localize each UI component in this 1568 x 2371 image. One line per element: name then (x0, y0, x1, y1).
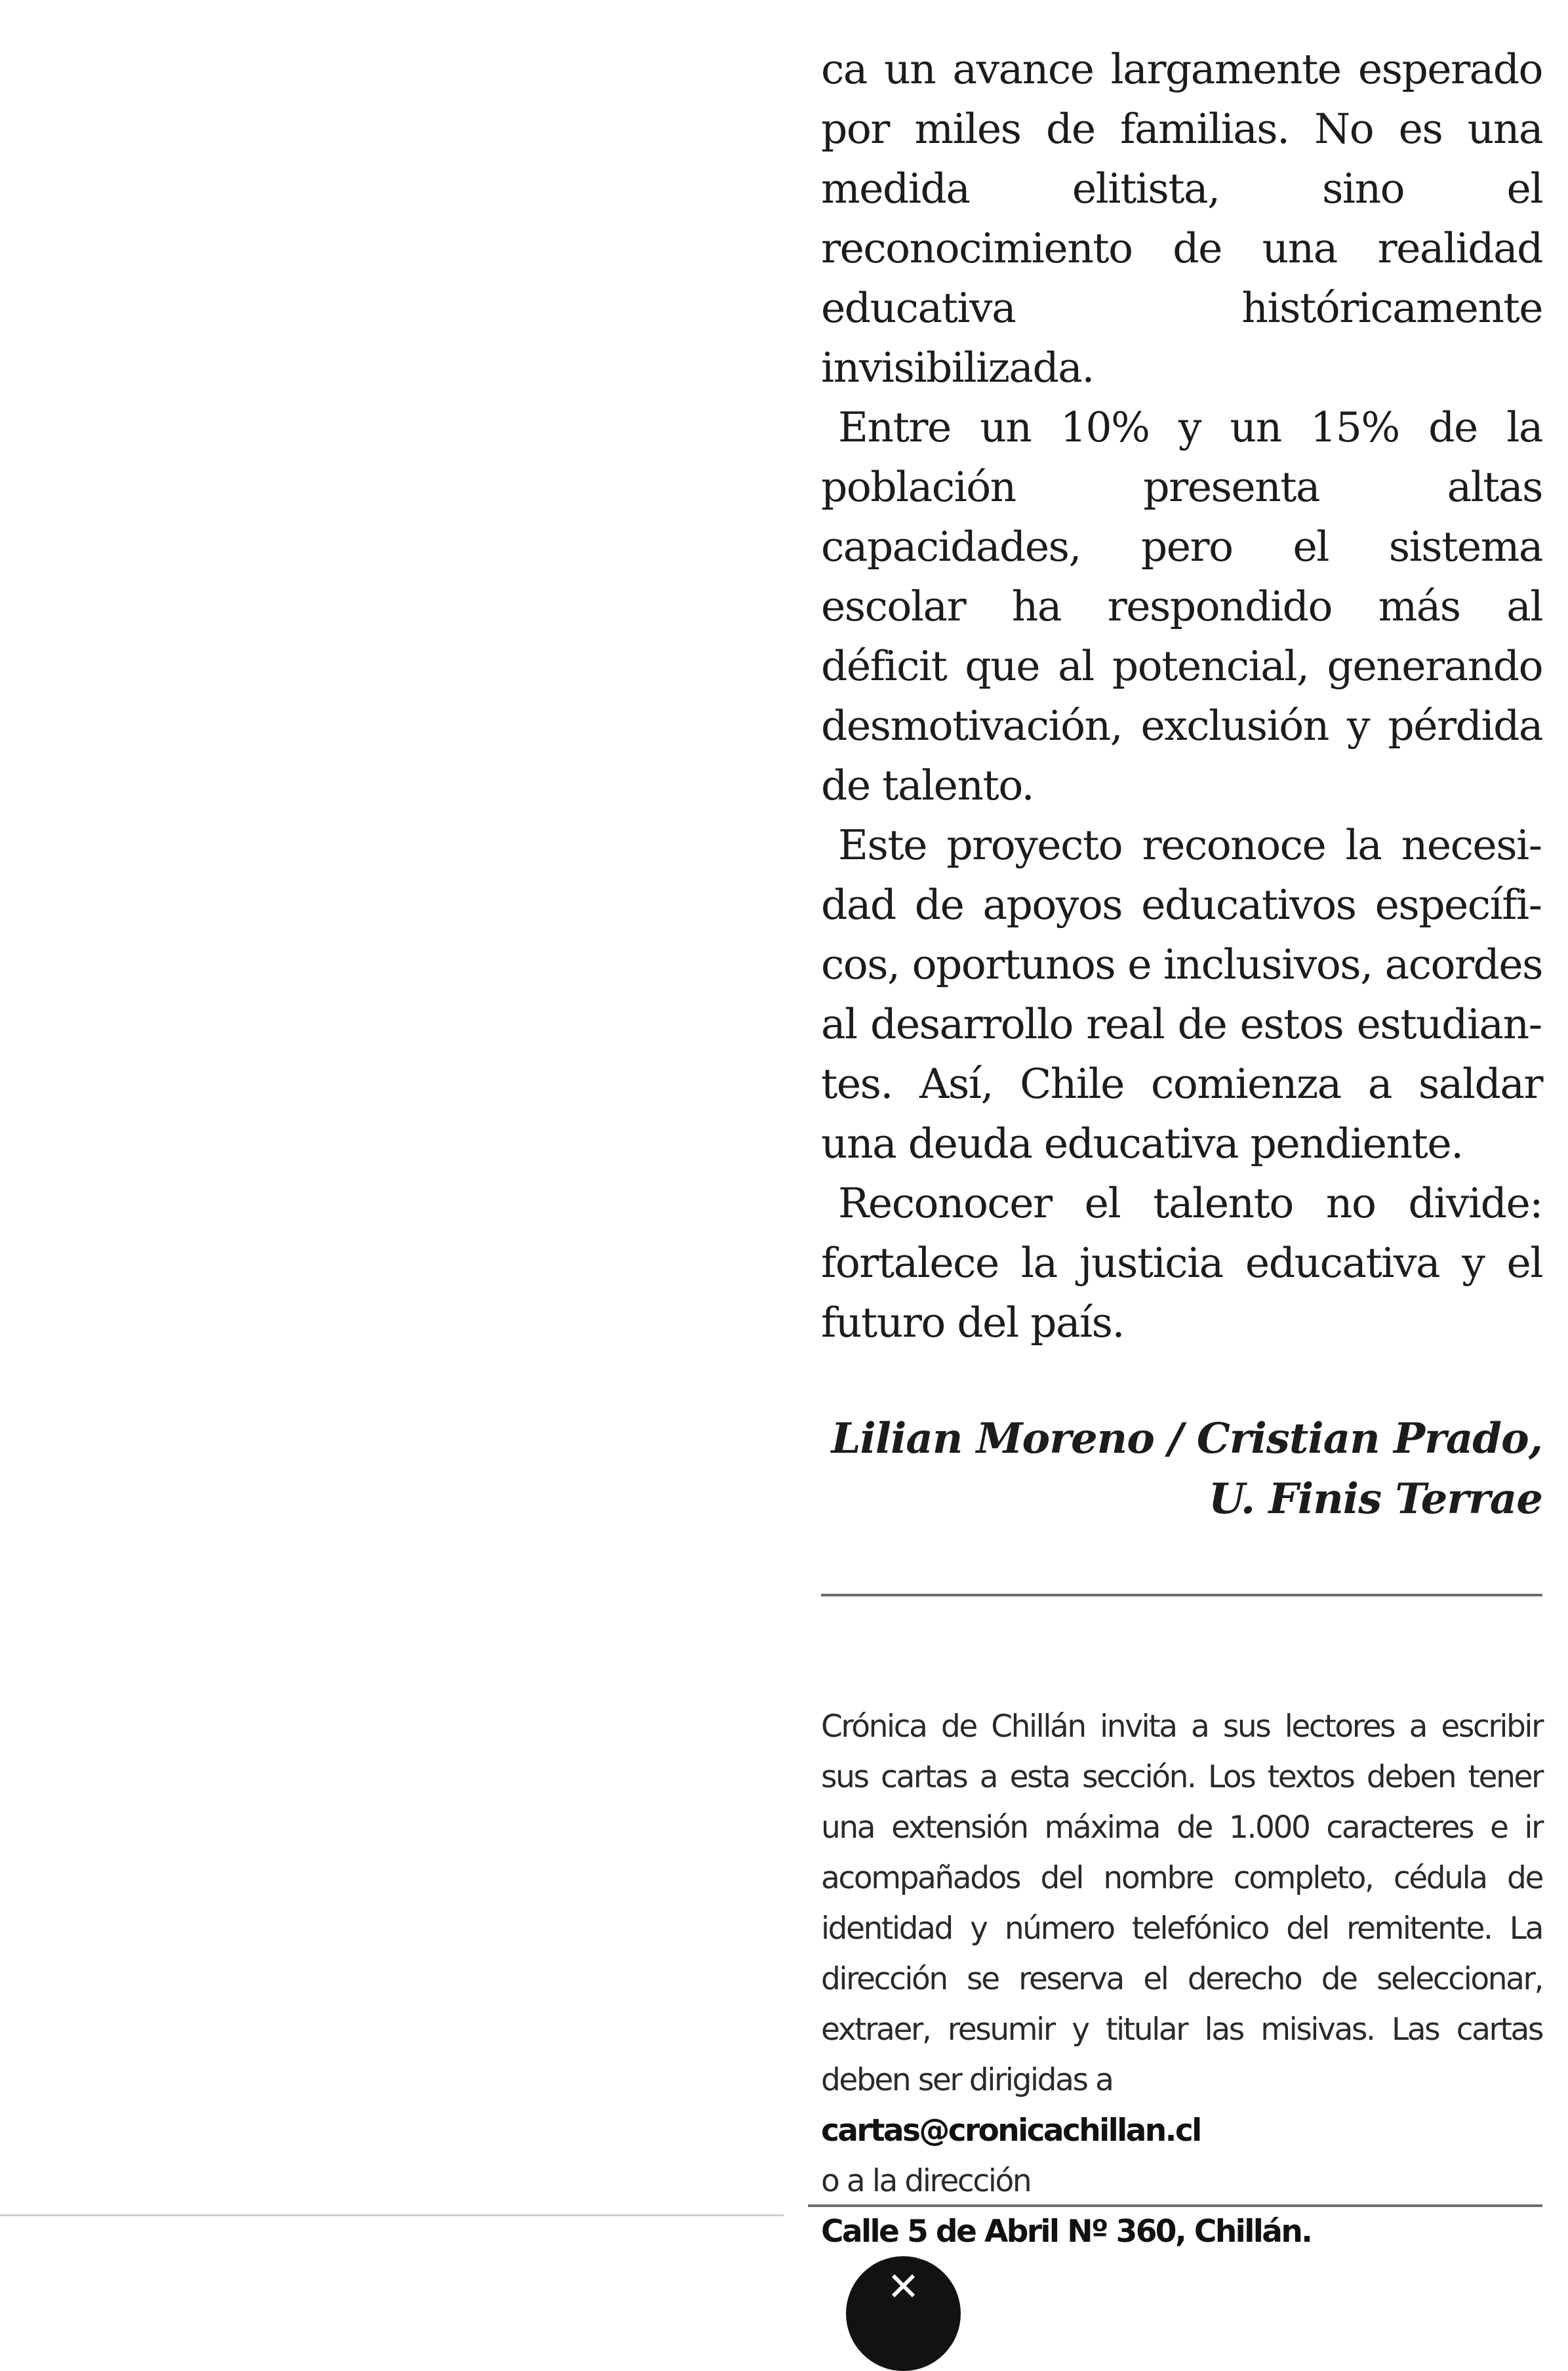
letter-paragraph-4: Reconocer el talento no divide: fortalece la justicia educativa y el futuro del país. (821, 1179, 1542, 1347)
notice-email: cartas@cronicachillan.cl (821, 2113, 1201, 2149)
letter-paragraph-2: Entre un 10% y un 15% de la población presenta altas capacidades, pero el sistema escolar ha respondido más al déficit que al potencial, generando desmotivación, exclusión y pérdida de talento. (821, 403, 1542, 809)
letter-paragraph-1: ca un avance largamente esperado por miles de familias. No es una medida elitista, sino el reconocimiento de una realidad educativa históricamente invisibilizada. (821, 45, 1542, 392)
letter-paragraph-3: Este proyecto reconoce la necesidad de apoyos educativos específicos, oportunos e inclusivos, acordes al desarrollo real de estos estudiantes. Así, Chile comienza a saldar una deuda educativa pendiente. (821, 821, 1542, 1167)
letter-signature (821, 1409, 1542, 1530)
notice-connector-text: o a la dirección (821, 2163, 1031, 2199)
letters-column (821, 39, 1542, 2257)
section-divider (821, 1594, 1542, 1596)
notice-intro-text: Crónica de Chillán invita a sus lectores a escribir sus cartas a esta sección. Los textos deben tener una extensión máxima de 1.000 caracteres e ir acompañados del nombre completo, cédula de identidad y número telefónico del remitente. La dirección se reserva el derecho de seleccionar, extraer, resumir y titular las misivas. Las cartas deben ser dirigidas a (821, 1709, 1542, 2098)
logo-glyph: ✕ (887, 2264, 920, 2310)
column-bottom-rule (808, 2204, 1542, 2207)
letters-submission-notice (821, 1701, 1542, 2257)
publication-logo-mark (846, 2256, 961, 2371)
letter-body (821, 39, 1542, 1352)
left-column-bottom-rule (0, 2214, 784, 2216)
notice-address: Calle 5 de Abril Nº 360, Chillán. (821, 2214, 1312, 2250)
blank-left-column (0, 0, 754, 2296)
signature-affiliation: U. Finis Terrae (1208, 1474, 1542, 1524)
signature-authors: Lilian Moreno / Cristian Prado, (831, 1414, 1542, 1463)
